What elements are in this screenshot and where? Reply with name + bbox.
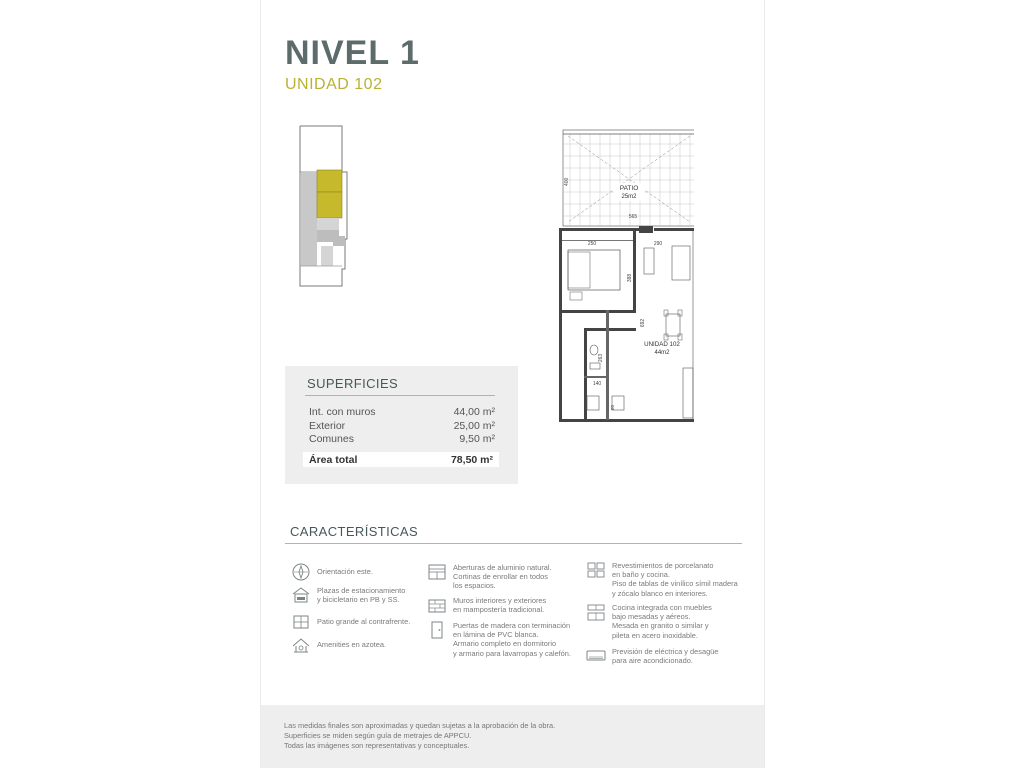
feature-text: Patio grande al contrafrente. <box>317 617 411 626</box>
feature-text: Cortinas de enrollar en todos <box>453 572 548 582</box>
feature-text: Previsión de eléctrica y desagüe <box>612 647 719 656</box>
patio-icon <box>291 613 311 631</box>
wall-icon <box>427 596 447 614</box>
feature-text: Cocina integrada con muebles <box>612 603 712 612</box>
unit-area: 44m2 <box>654 350 670 356</box>
floor-plan <box>554 128 694 423</box>
dim-263: 263 <box>598 353 604 363</box>
feature-text: Plazas de estacionamiento <box>317 586 406 595</box>
ac-icon <box>586 647 606 665</box>
feature-text: Orientación este. <box>317 567 373 576</box>
disclaimer-line: Superficies se miden según guía de metrajes de APPCU. <box>284 731 472 741</box>
kitchen-icon <box>586 603 606 621</box>
feature-text: en mampostería tradicional. <box>453 605 545 615</box>
feature-item <box>291 636 386 654</box>
surface-row <box>309 406 495 418</box>
feature-text: Mesada en granito o similar y <box>612 621 709 631</box>
feature-text: Puertas de madera con terminación <box>453 621 571 630</box>
dim-388: 388 <box>627 273 633 283</box>
surface-row <box>309 420 495 432</box>
feature-item <box>586 561 738 598</box>
compass-icon <box>291 563 311 581</box>
surface-value: 44,00 m² <box>453 406 495 418</box>
superficies-title: SUPERFICIES <box>307 376 399 391</box>
caracteristicas-title: CARACTERÍSTICAS <box>290 524 419 539</box>
feature-item <box>291 613 410 631</box>
garage-icon <box>291 586 311 604</box>
total-area-label: Área total <box>309 453 358 466</box>
amenities-icon <box>291 636 311 654</box>
total-area-row <box>303 452 499 467</box>
feature-item <box>586 603 712 640</box>
feature-text: los espacios. <box>453 581 496 591</box>
surface-label: Comunes <box>309 433 354 445</box>
brochure-page <box>261 0 764 768</box>
surface-label: Exterior <box>309 420 346 432</box>
tiles-icon <box>586 561 606 579</box>
feature-text: en lámina de PVC blanca. <box>453 630 539 640</box>
dim-290: 290 <box>653 241 663 247</box>
feature-text: en baño y cocina. <box>612 570 670 580</box>
disclaimer-line: Todas las imágenes son representativas y conceptuales. <box>284 741 470 751</box>
feature-text: Aberturas de aluminio natural. <box>453 563 552 572</box>
dim-565: 565 <box>628 214 638 220</box>
feature-item <box>427 563 552 591</box>
highlighted-unit <box>317 170 342 192</box>
surface-row <box>309 433 495 445</box>
feature-text: y bicicletario en PB y SS. <box>317 595 400 605</box>
dim-140: 140 <box>592 381 602 387</box>
dim-80: 80 <box>610 404 615 410</box>
bed <box>568 250 620 290</box>
dim-692: 692 <box>640 318 646 328</box>
feature-text: y zócalo blanco en interiores. <box>612 588 708 598</box>
patio-label: PATIO <box>619 185 639 192</box>
feature-text: Armario completo en dormitorio <box>453 639 557 649</box>
feature-item <box>586 647 718 665</box>
page-title: NIVEL 1 <box>285 34 420 72</box>
feature-item <box>427 596 546 614</box>
window-icon <box>427 563 447 581</box>
unit-label: UNIDAD 102 <box>644 341 680 348</box>
feature-text: Amenities en azotea. <box>317 640 387 649</box>
surface-label: Int. con muros <box>309 406 376 418</box>
dim-250: 250 <box>587 241 597 247</box>
surface-value: 25,00 m² <box>453 420 495 432</box>
caracteristicas-divider <box>285 543 742 544</box>
superficies-panel <box>285 366 518 484</box>
feature-item <box>291 563 373 581</box>
dim-400: 400 <box>564 177 570 186</box>
feature-item <box>291 586 405 604</box>
disclaimer-footer <box>261 705 764 768</box>
feature-text: pileta en acero inoxidable. <box>612 630 698 640</box>
unit-subtitle: UNIDAD 102 <box>285 76 383 93</box>
feature-text: bajo mesadas y aéreos. <box>612 612 691 622</box>
disclaimer-line: Las medidas finales son aproximadas y quedan sujetas a la aprobación de la obra. <box>284 721 556 730</box>
feature-text: Muros interiores y exteriores <box>453 596 547 605</box>
door-icon <box>427 621 447 639</box>
surface-value: 9,50 m² <box>459 433 495 445</box>
feature-item <box>427 621 571 658</box>
feature-text: Revestimientos de porcelanato <box>612 561 714 570</box>
patio-area: 25m2 <box>621 194 637 200</box>
feature-text: y armario para lavarropas y calefón. <box>453 648 571 658</box>
feature-text: Piso de tablas de vinílico símil madera <box>612 579 738 589</box>
total-area-value: 78,50 m² <box>450 453 493 466</box>
superficies-divider <box>305 395 495 396</box>
key-plan <box>299 124 349 290</box>
feature-text: para aire acondicionado. <box>612 656 693 666</box>
